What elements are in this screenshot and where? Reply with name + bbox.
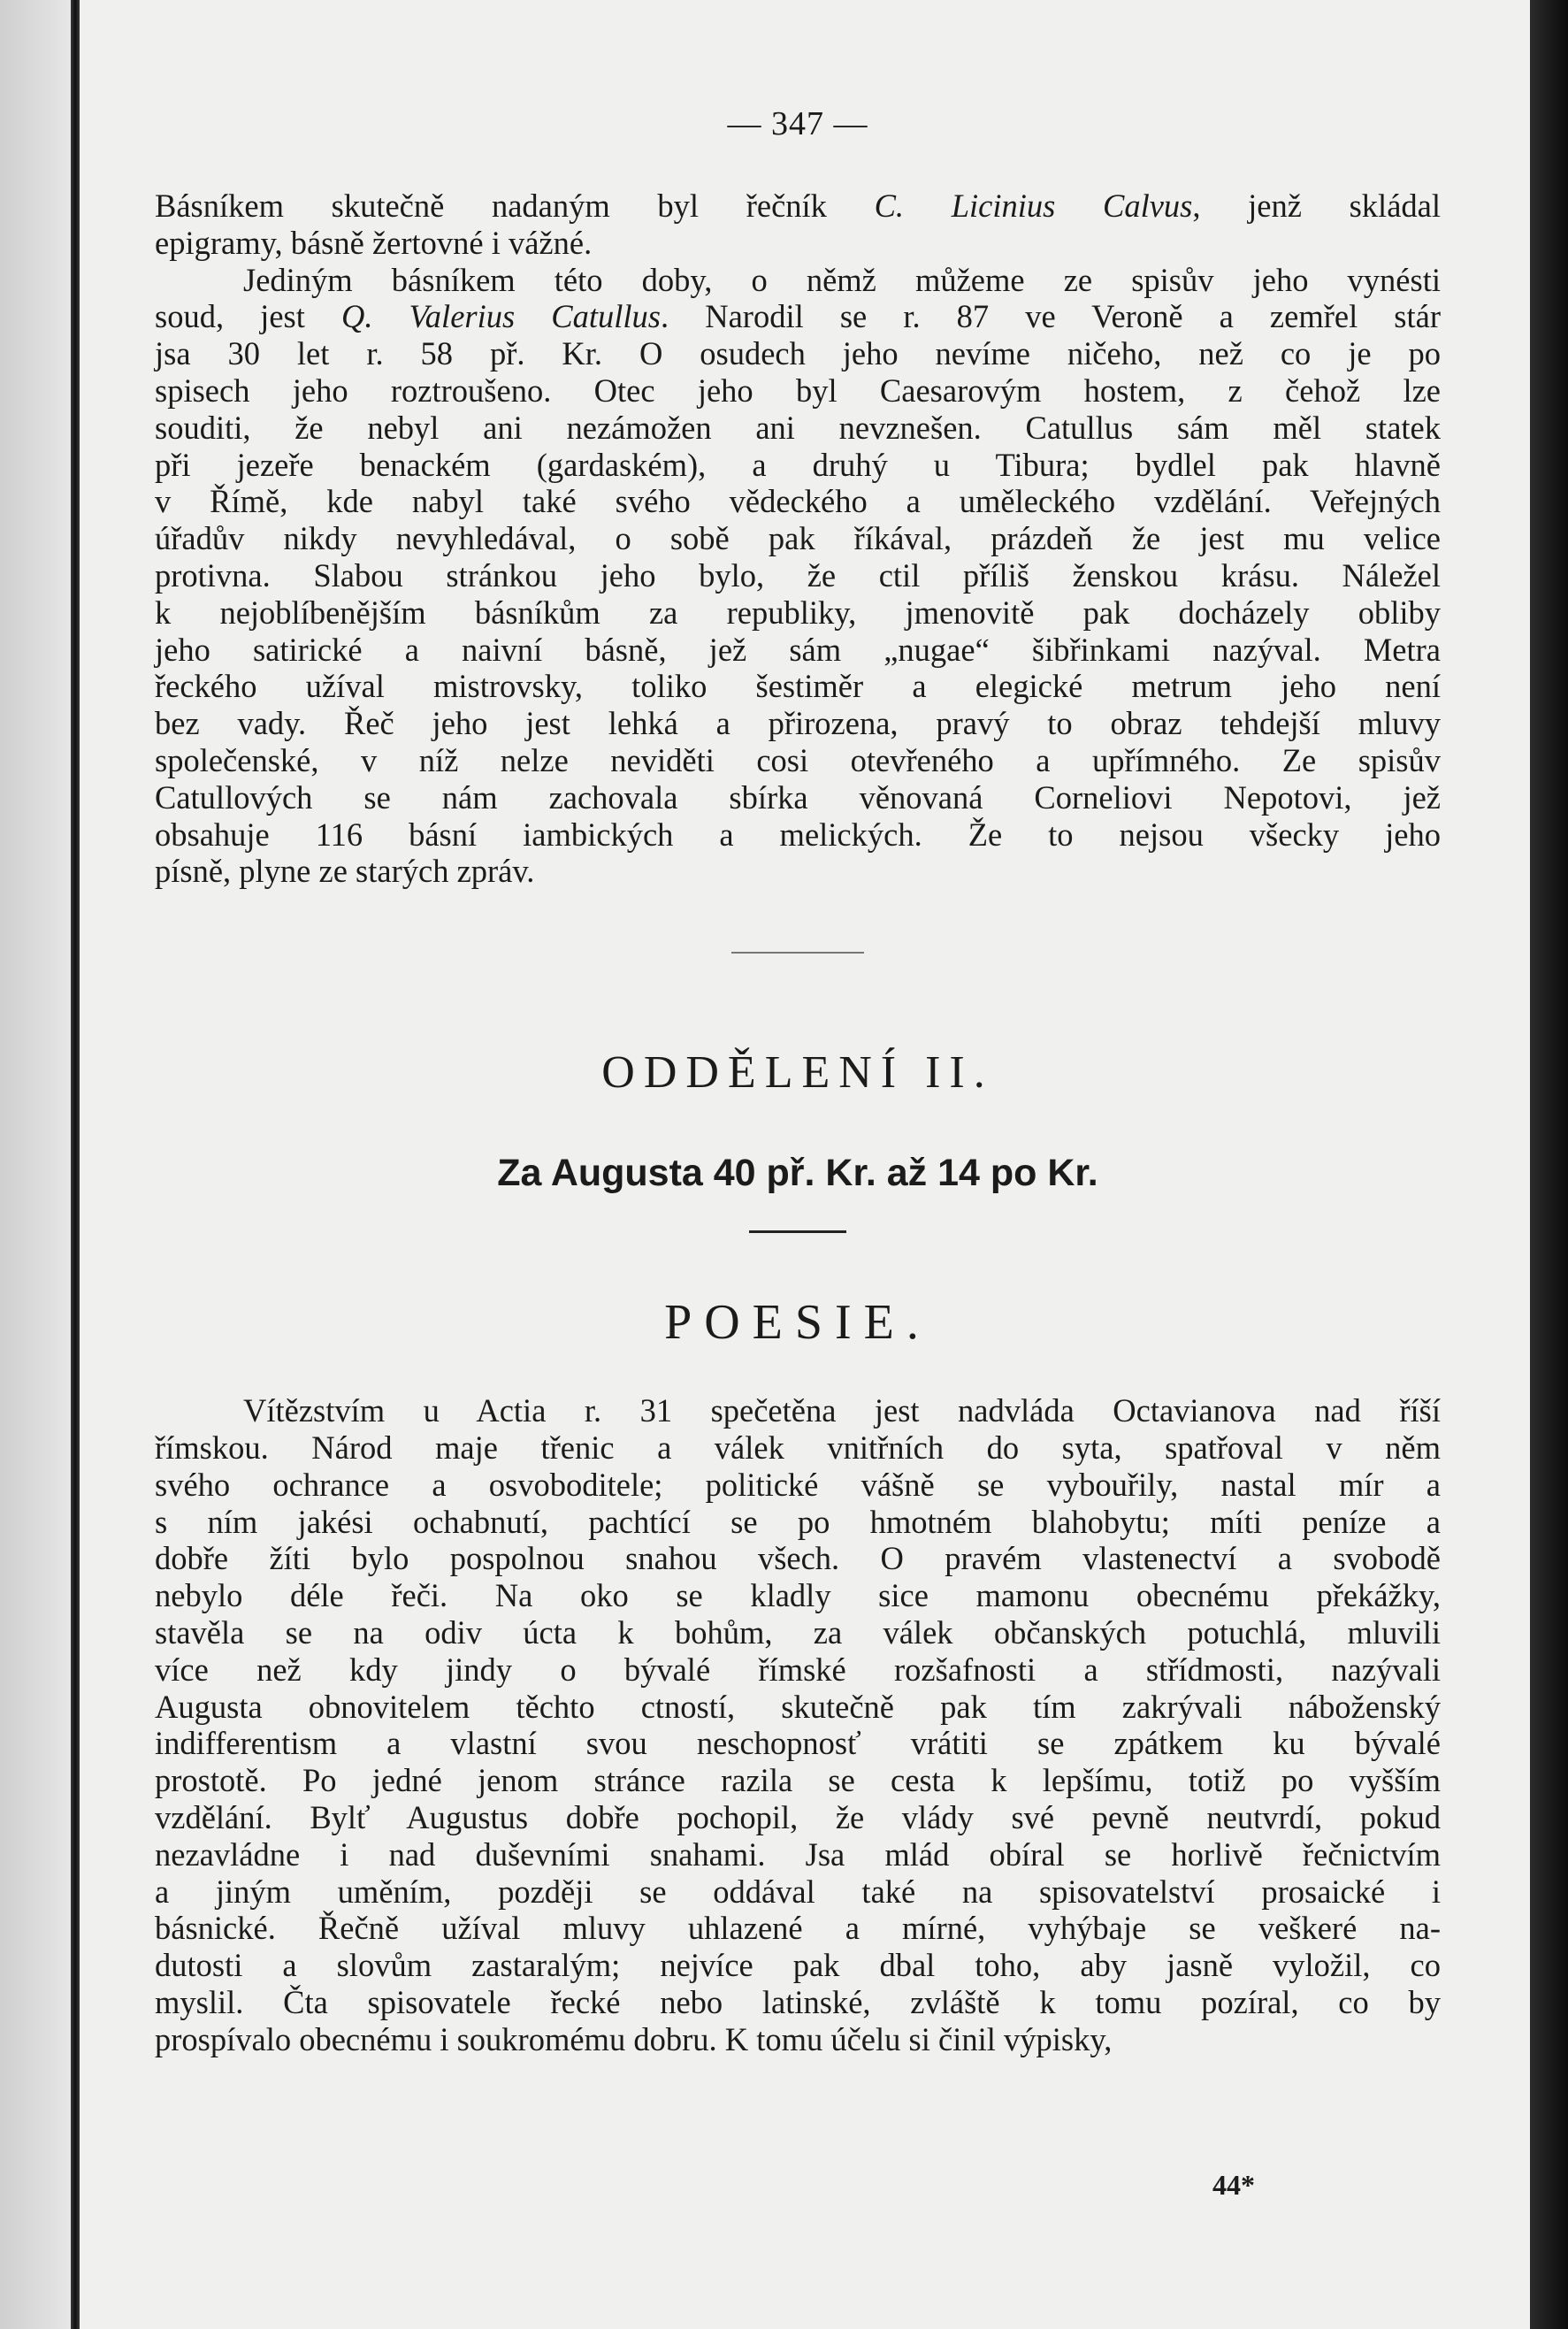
page-number: — 347 —	[727, 105, 868, 142]
text-line: jeho satirické a naivní básně, jež sám „nugae“ šibřinkami nazýval. Metra	[155, 631, 1441, 668]
text-line: básnické. Řečně užíval mluvy uhlazené a mírné, vyhýbaje se veškeré na-	[155, 1910, 1441, 1947]
text-line: bez vady. Řeč jeho jest lehká a přirozena, pravý to obraz tehdejší mluvy	[155, 705, 1441, 742]
text-line: prospívalo obecnému i soukromému dobru. K tomu účelu si činil výpisky,	[155, 2020, 1113, 2057]
text-line: dobře žíti bylo pospolnou snahou všech. O pravém vlastenectví a svobodě	[155, 1540, 1441, 1577]
text-line: svého ochrance a osvoboditele; politické vášně se vybouřily, nastal mír a	[155, 1466, 1441, 1503]
text-line: stavěla se na odiv úcta k bohům, za válek občanských potuchlá, mluvili	[155, 1613, 1441, 1651]
period-title: Za Augusta 40 př. Kr. až 14 po Kr.	[497, 1152, 1098, 1195]
text-line: dutosti a slovům zastaralým; nejvíce pak dbal toho, aby jasně vyložil, co	[155, 1947, 1441, 1984]
text-line: Augusta obnovitelem těchto ctností, skutečně pak tím zakrývali náboženský	[155, 1688, 1441, 1725]
section-title: POESIE.	[664, 1295, 931, 1351]
text-line: jsa 30 let r. 58 př. Kr. O osudech jeho nevíme ničeho, než co je po	[155, 335, 1441, 372]
signature-mark: 44*	[1212, 2169, 1255, 2201]
text-line: myslil. Čta spisovatele řecké nebo latinské, zvláště k tomu pozíral, co by	[155, 1983, 1441, 2020]
division-title: ODDĚLENÍ II.	[601, 1047, 994, 1099]
text-line: obsahuje 116 básní iambických a melických. Že to nejsou všecky jeho	[155, 816, 1441, 853]
text-line: úřadův nikdy nevyhledával, o sobě pak říkával, prázdeň že jest mu velice	[155, 520, 1441, 557]
text-line: římskou. Národ maje třenic a válek vnitřních do syta, spatřoval v něm	[155, 1429, 1441, 1466]
text-line: soud, jest Q. Valerius Catullus. Narodil se r. 87 ve Veroně a zemřel stár	[155, 298, 1441, 335]
page-content	[155, 106, 1441, 2057]
text-line: řeckého užíval mistrovsky, toliko šestiměr a elegické metrum jeho není	[155, 668, 1441, 705]
text-line: společenské, v níž nelze neviděti cosi otevřeného a upřímného. Ze spisův	[155, 741, 1441, 778]
text-line: souditi, že nebyl ani nezámožen ani nevznešen. Catullus sám měl statek	[155, 409, 1441, 446]
text-line: Básníkem skutečně nadaným byl řečník C. Licinius Calvus, jenž skládal	[155, 188, 1441, 224]
text-line: vzdělání. Bylť Augustus dobře pochopil, že vlády své pevně neutvrdí, pokud	[155, 1798, 1441, 1835]
text-line: a jiným uměním, později se oddával také na spisovatelství prosaické i	[155, 1873, 1441, 1910]
right-page-edge	[1530, 0, 1568, 2329]
text-line: Vítězstvím u Actia r. 31 spečetěna jest nadvláda Octavianova nad říší	[243, 1392, 1441, 1429]
text-line: nezavládne i nad duševními snahami. Jsa mlád obíral se horlivě řečnictvím	[155, 1835, 1441, 1873]
text-line: protivna. Slabou stránkou jeho bylo, že ctil příliš ženskou krásu. Náležel	[155, 556, 1441, 594]
text-line: více než kdy jindy o bývalé římské rozšafnosti a střídmosti, nazývali	[155, 1651, 1441, 1688]
paragraph-catullus	[155, 262, 1441, 891]
text-line: Catullových se nám zachovala sbírka věnovaná Corneliovi Nepotovi, jež	[155, 778, 1441, 816]
text-line: v Římě, kde nabyl také svého vědeckého a uměleckého vzdělání. Veřejných	[155, 483, 1441, 520]
book-gutter	[71, 0, 80, 2329]
text-line: spisech jeho roztroušeno. Otec jeho byl Caesarovým hostem, z čehož lze	[155, 372, 1441, 409]
text-line: písně, plyne ze starých zpráv.	[155, 853, 535, 890]
text-line: prostotě. Po jedné jenom stránce razila se cesta k lepšímu, totiž po vyšším	[155, 1762, 1441, 1799]
text-line: indifferentism a vlastní svou neschopnosť vrátiti se zpátkem ku bývalé	[155, 1725, 1441, 1762]
text-line: epigramy, básně žertovné i vážné.	[155, 224, 593, 261]
paragraph-calvus	[155, 188, 1441, 262]
paragraph-augustus	[155, 1392, 1441, 2057]
text-line: s ním jakési ochabnutí, pachtící se po hmotném blahobytu; míti peníze a	[155, 1503, 1441, 1540]
text-line: k nejoblíbenějším básníkům za republiky, jmenovitě pak docházely obliby	[155, 594, 1441, 631]
text-line: Jediným básníkem této doby, o němž můžeme ze spisův jeho vynésti	[243, 261, 1441, 298]
left-page-margin	[0, 0, 71, 2329]
text-line: při jezeře benackém (gardaském), a druhý u Tibura; bydlel pak hlavně	[155, 446, 1441, 483]
text-line: nebylo déle řeči. Na oko se kladly sice mamonu obecnému překážky,	[155, 1577, 1441, 1614]
